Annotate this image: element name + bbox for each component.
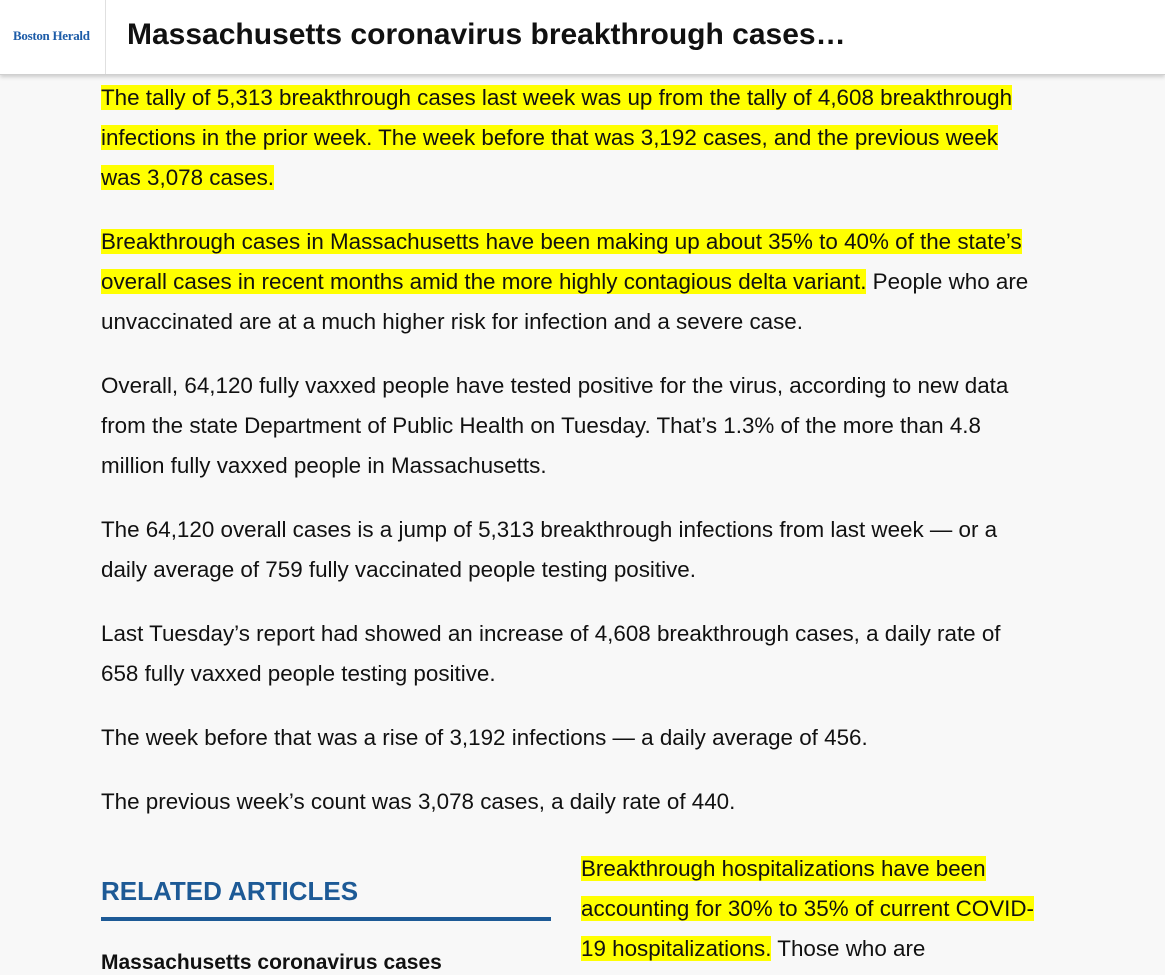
highlighted-text: The tally of 5,313 breakthrough cases last week was up from the tally of 4,608 breakthrough infections in the prior week. The week before that was 3,192 cases, and the previous week was 3,078 cases. (101, 85, 1013, 190)
related-articles-box (101, 876, 551, 975)
article-headline: Massachusetts coronavirus breakthrough cases… (127, 18, 846, 51)
boston-herald-logo[interactable]: Boston Herald (13, 28, 90, 43)
top-bar (0, 0, 1165, 75)
related-article-link[interactable]: Massachusetts coronavirus cases (101, 951, 442, 974)
paragraph-text: Those who are (771, 936, 926, 961)
paragraph-4: The 64,120 overall cases is a jump of 5,313 breakthrough infections from last week — or a daily average of 759 fully vaccinated people testing positive. (101, 517, 998, 582)
paragraph-8 (581, 849, 1051, 969)
highlighted-text: Breakthrough hospitalizations have been accounting for 30% to 35% of current COVID-19 hospitalizations. (581, 856, 1035, 961)
paragraph-1 (101, 78, 1041, 198)
paragraph-2 (101, 222, 1041, 342)
paragraph-3: Overall, 64,120 fully vaxxed people have tested positive for the virus, according to new data from the state Department of Public Health on Tuesday. That’s 1.3% of the more than 4.8 million fully vaxxed people in Massachusetts. (101, 373, 1009, 478)
article-body (101, 78, 1041, 846)
header-divider (105, 0, 106, 74)
paragraph-6: The week before that was a rise of 3,192 infections — a daily average of 456. (101, 725, 868, 750)
paragraph-text: People who are unvaccinated are at a much higher risk for infection and a severe case. (101, 269, 1029, 334)
related-articles-heading: RELATED ARTICLES (101, 876, 551, 921)
paragraph-7: The previous week’s count was 3,078 cases, a daily rate of 440. (101, 789, 736, 814)
paragraph-5: Last Tuesday’s report had showed an increase of 4,608 breakthrough cases, a daily rate of 658 fully vaxxed people testing positive. (101, 621, 1001, 686)
highlighted-text: Breakthrough cases in Massachusetts have been making up about 35% to 40% of the state’s overall cases in recent months amid the more highly contagious delta variant. (101, 229, 1022, 294)
